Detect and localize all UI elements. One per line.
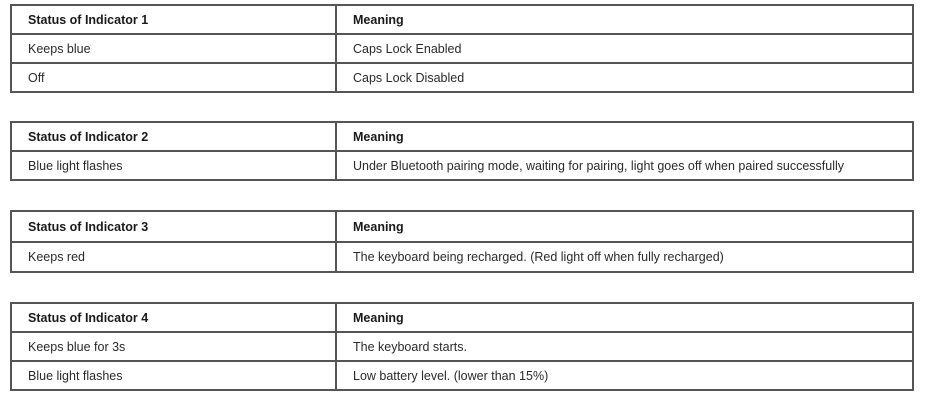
meaning-cell: The keyboard being recharged. (Red light off when fully recharged) [336,242,913,272]
table-row [11,34,913,63]
status-cell: Keeps blue [11,34,336,63]
meaning-column-header: Meaning [336,303,913,332]
table-header-row [11,303,913,332]
status-column-header: Status of Indicator 2 [11,122,336,151]
indicator-1-table [10,4,914,93]
status-cell: Keeps red [11,242,336,272]
table-row [11,63,913,92]
indicator-2-table [10,121,914,181]
table-row [11,332,913,361]
meaning-cell: Under Bluetooth pairing mode, waiting for pairing, light goes off when paired successfully [336,151,913,180]
table-row [11,151,913,180]
table-header-row [11,5,913,34]
meaning-cell: Caps Lock Enabled [336,34,913,63]
table-header-row [11,211,913,242]
meaning-cell: Low battery level. (lower than 15%) [336,361,913,390]
indicator-3-table [10,210,914,273]
status-column-header: Status of Indicator 1 [11,5,336,34]
status-column-header: Status of Indicator 3 [11,211,336,242]
table-header-row [11,122,913,151]
status-column-header: Status of Indicator 4 [11,303,336,332]
table-row [11,361,913,390]
meaning-cell: Caps Lock Disabled [336,63,913,92]
meaning-cell: The keyboard starts. [336,332,913,361]
status-cell: Blue light flashes [11,361,336,390]
meaning-column-header: Meaning [336,211,913,242]
status-cell: Off [11,63,336,92]
indicator-4-table [10,302,914,391]
status-cell: Blue light flashes [11,151,336,180]
table-row [11,242,913,272]
status-cell: Keeps blue for 3s [11,332,336,361]
meaning-column-header: Meaning [336,122,913,151]
meaning-column-header: Meaning [336,5,913,34]
